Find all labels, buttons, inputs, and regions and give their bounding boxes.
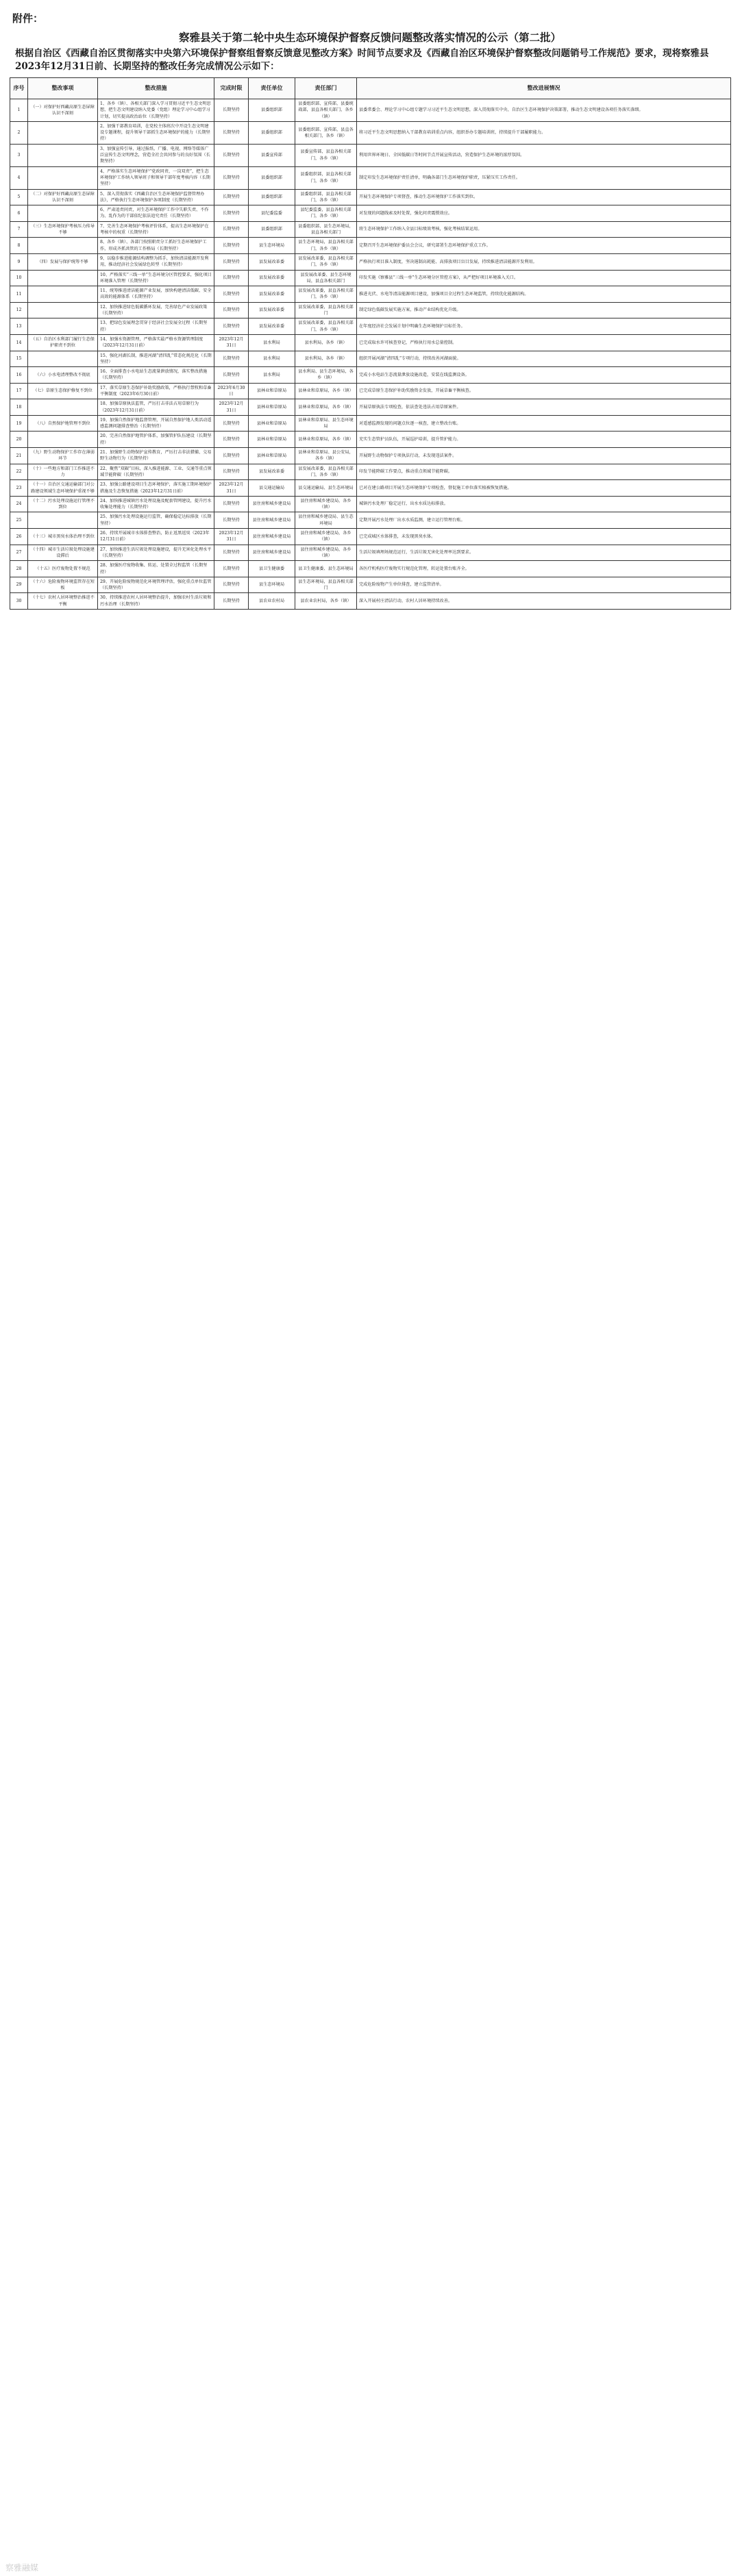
cell-measure: 20、完善自然保护地管护体系，加强管护队伍建设（长期坚持）	[98, 432, 214, 448]
cell-unit: 县水利局	[249, 334, 295, 351]
cell-measure: 6、严肃追责问责，对生态环境保护工作中失职失责、不作为、乱作为的干部依纪依法追究责任（长期坚持）	[98, 205, 214, 222]
cell-measure: 13、把绿色发展理念贯穿于经济社会发展全过程（长期坚持）	[98, 318, 214, 335]
header-progress: 整改进展情况	[357, 78, 731, 99]
cell-unit: 县林业和草原局	[249, 448, 295, 464]
table-row	[10, 205, 731, 222]
table-row	[10, 121, 731, 144]
cell-matter: （四）发展与保护统筹不够	[28, 253, 98, 270]
cell-no: 15	[10, 351, 28, 367]
table-row	[10, 577, 731, 593]
cell-dept: 县委组织部，县直各相关部门，各乡（镇）	[295, 166, 357, 189]
cell-matter	[28, 432, 98, 448]
cell-time: 2023年6月30日	[214, 383, 249, 399]
cell-no: 23	[10, 480, 28, 497]
table-row	[10, 144, 731, 166]
table-row	[10, 189, 731, 205]
cell-time: 长期坚持	[214, 545, 249, 561]
table-row	[10, 270, 731, 286]
cell-progress: 各医疗机构医疗废物实行规范化管理，转运处置台账齐全。	[357, 561, 731, 577]
cell-no: 12	[10, 302, 28, 318]
cell-matter	[28, 286, 98, 303]
cell-progress: 对遥感监测发现的问题点位逐一核查，建立整改台账。	[357, 415, 731, 432]
table-row	[10, 351, 731, 367]
cell-no: 6	[10, 205, 28, 222]
cell-measure: 21、加强野生动物保护宣传教育，严厉打击非法猎捕、交易野生动物行为（长期坚持）	[98, 448, 214, 464]
cell-time: 2023年12月31日	[214, 399, 249, 416]
cell-dept: 县发展改革委，县直各相关部门，各乡（镇）	[295, 253, 357, 270]
cell-progress: 制定绿色低碳发展实施方案，推动产业结构优化升级。	[357, 302, 731, 318]
cell-unit: 县生态环境局	[249, 238, 295, 254]
cell-no: 7	[10, 221, 28, 238]
cell-matter	[28, 121, 98, 144]
cell-measure: 19、加强自然保护地监督管理，开展自然保护地人类活动遥感监测问题排查整治（长期坚持）	[98, 415, 214, 432]
cell-progress: 城镇污水处理厂稳定运行，出水水质达标排放。	[357, 496, 731, 512]
cell-unit: 县委宣传部	[249, 144, 295, 166]
cell-time: 长期坚持	[214, 448, 249, 464]
cell-progress: 定期开展污水处理厂出水水质监测，建立运行管理台账。	[357, 512, 731, 529]
watermark: 察雅融媒	[5, 2563, 39, 2573]
cell-no: 11	[10, 286, 28, 303]
cell-no: 2	[10, 121, 28, 144]
cell-measure: 22、聚焦“双碳”目标，深入推进能源、工业、交通等重点领域节能降碳（长期坚持）	[98, 464, 214, 480]
cell-matter: （八）自然保护地管理不到位	[28, 415, 98, 432]
cell-unit: 县住房和城乡建设局	[249, 496, 295, 512]
cell-matter: （十四）城市生活垃圾处理设施建设滞后	[28, 545, 98, 561]
cell-progress: 推进光伏、水电等清洁能源项目建设，加强项目全过程生态环境监管，持续优化能源结构。	[357, 286, 731, 303]
cell-matter: （二）对保护好西藏高原生态屏障认识不深刻	[28, 189, 98, 205]
cell-dept: 县林业和草原局，各乡（镇）	[295, 383, 357, 399]
cell-time: 长期坚持	[214, 189, 249, 205]
cell-time: 长期坚持	[214, 144, 249, 166]
cell-matter: （六）小水电清理整改不彻底	[28, 367, 98, 384]
table-row	[10, 593, 731, 610]
cell-unit: 县林业和草原局	[249, 383, 295, 399]
cell-dept: 县水利局、县生态环境局，各乡（镇）	[295, 367, 357, 384]
cell-dept: 县林业和草原局、县公安局，各乡（镇）	[295, 448, 357, 464]
cell-time: 2023年12月31日	[214, 480, 249, 497]
header-unit: 责任单位	[249, 78, 295, 99]
cell-time: 长期坚持	[214, 367, 249, 384]
cell-no: 14	[10, 334, 28, 351]
cell-progress: 完成危险废物产生单位排查，建立监管清单。	[357, 577, 731, 593]
cell-progress: 利用世界环境日、全国低碳日等时间节点开展宣传活动，营造保护生态环境的浓厚氛围。	[357, 144, 731, 166]
cell-dept: 县水利局，各乡（镇）	[295, 334, 357, 351]
cell-measure: 8、各乡（镇）、各部门按照职责分工抓好生态环境保护工作，形成齐抓共管的工作格局（长期坚持）	[98, 238, 214, 254]
cell-dept: 县林业和草原局，各乡（镇）	[295, 432, 357, 448]
cell-unit: 县发展改革委	[249, 253, 295, 270]
cell-matter: （五）自治区水利部门履行生态保护职责不到位	[28, 334, 98, 351]
cell-no: 1	[10, 99, 28, 122]
cell-unit: 县住房和城乡建设局	[249, 529, 295, 545]
cell-dept: 县委组织部、县生态环境局，县直各相关部门	[295, 221, 357, 238]
cell-measure: 26、持续开展城市水体排查整治，防止返黑返臭（2023年12月31日前）	[98, 529, 214, 545]
cell-matter: （十一）自治区交通运输部门对公路建设领域生态环境保护重视不够	[28, 480, 98, 497]
cell-dept: 县纪委监委，县直各相关部门，各乡（镇）	[295, 205, 357, 222]
table-row	[10, 334, 731, 351]
cell-progress: 深入开展村庄清洁行动，农村人居环境持续改善。	[357, 593, 731, 610]
cell-dept: 县林业和草原局、县生态环境局	[295, 415, 357, 432]
cell-dept: 县生态环境局，县直各相关部门，各乡（镇）	[295, 238, 357, 254]
cell-matter: （七）草原生态保护修复不到位	[28, 383, 98, 399]
cell-matter	[28, 318, 98, 335]
cell-time: 长期坚持	[214, 205, 249, 222]
cell-progress: 在年度经济社会发展计划中明确生态环境保护目标任务。	[357, 318, 731, 335]
table-row	[10, 221, 731, 238]
cell-dept: 县委宣传部，县直各相关部门，各乡（镇）	[295, 144, 357, 166]
cell-matter: （十六）危险废物环境监管存在短板	[28, 577, 98, 593]
cell-progress: 已对在建公路项目开展生态环境保护专项检查，督促施工单位落实植被恢复措施。	[357, 480, 731, 497]
cell-measure: 27、加快推进生活垃圾处理设施建设，提升无害化处理水平（长期坚持）	[98, 545, 214, 561]
cell-time: 长期坚持	[214, 496, 249, 512]
cell-no: 25	[10, 512, 28, 529]
cell-no: 27	[10, 545, 28, 561]
cell-measure: 28、加强医疗废物收集、转运、处置全过程监管（长期坚持）	[98, 561, 214, 577]
table-row	[10, 545, 731, 561]
cell-no: 4	[10, 166, 28, 189]
cell-no: 29	[10, 577, 28, 593]
cell-no: 30	[10, 593, 28, 610]
cell-matter: （十七）农村人居环境整治推进不平衡	[28, 593, 98, 610]
cell-matter	[28, 399, 98, 416]
cell-time: 长期坚持	[214, 99, 249, 122]
cell-measure: 7、完善生态环境保护考核评价体系，提高生态环境保护在考核中的权重（长期坚持）	[98, 221, 214, 238]
table-row	[10, 529, 731, 545]
cell-time: 长期坚持	[214, 351, 249, 367]
cell-measure: 4、严格落实生态环境保护“党政同责、一岗双责”，把生态环境保护工作纳入领导班子和领导干部年度考核内容（长期坚持）	[98, 166, 214, 189]
cell-unit: 县委组织部	[249, 189, 295, 205]
cell-measure: 3、加强宣传引导，通过报纸、广播、电视、网络等媒体广泛宣传生态文明理念，营造全社会共同参与的良好氛围（长期坚持）	[98, 144, 214, 166]
cell-time: 长期坚持	[214, 121, 249, 144]
cell-unit: 县发展改革委	[249, 464, 295, 480]
cell-unit: 县纪委监委	[249, 205, 295, 222]
table-row	[10, 367, 731, 384]
cell-dept: 县发展改革委，县直各相关部门，各乡（镇）	[295, 318, 357, 335]
cell-matter: （十五）医疗废物处置不规范	[28, 561, 98, 577]
cell-no: 10	[10, 270, 28, 286]
cell-time: 长期坚持	[214, 432, 249, 448]
table-row	[10, 561, 731, 577]
cell-matter	[28, 144, 98, 166]
cell-matter: （三）生态环境保护考核压力传导不够	[28, 221, 98, 238]
cell-progress: 制定印发生态环境保护责任清单，明确各部门生态环境保护职责，压紧压实工作责任。	[357, 166, 731, 189]
cell-time: 长期坚持	[214, 512, 249, 529]
cell-time: 长期坚持	[214, 166, 249, 189]
cell-progress: 完成小水电站生态流量泄放设施改造，安装在线监测设备。	[357, 367, 731, 384]
cell-dept: 县住房和城乡建设局、县生态环境局	[295, 512, 357, 529]
header-matter: 整改事项	[28, 78, 98, 99]
cell-progress: 县委常委会、理论学习中心组专题学习习近平生态文明思想，深入贯彻落实中央、自治区生态环境保护决策部署，推动生态文明建设各项任务落实落细。	[357, 99, 731, 122]
cell-time: 长期坚持	[214, 577, 249, 593]
table-row	[10, 238, 731, 254]
cell-dept: 县农业农村局，各乡（镇）	[295, 593, 357, 610]
cell-unit: 县发展改革委	[249, 318, 295, 335]
cell-unit: 县委组织部	[249, 221, 295, 238]
cell-progress: 定期召开生态环境保护委员会会议，研究部署生态环境保护重点工作。	[357, 238, 731, 254]
cell-no: 13	[10, 318, 28, 335]
cell-measure: 15、强化河湖长制，推进河湖“清四乱”常态化规范化（长期坚持）	[98, 351, 214, 367]
cell-matter	[28, 166, 98, 189]
cell-progress: 组织开展河湖“清四乱”专项行动，持续改善河湖面貌。	[357, 351, 731, 367]
table-row	[10, 166, 731, 189]
table-body	[10, 99, 731, 610]
cell-unit: 县发展改革委	[249, 286, 295, 303]
cell-dept: 县发展改革委，县直各相关部门，各乡（镇）	[295, 286, 357, 303]
document-subtitle: 根据自治区《西藏自治区贯彻落实中央第六环境保护督察组督察反馈意见整改方案》时间节点要求及《西藏自治区环境保护督察整改问题销号工作规范》要求，现将察雅县2023年12月31日前、长期坚持的整改任务完成情况公示如下：	[15, 48, 709, 72]
cell-measure: 11、统筹推进清洁能源产业发展，加快构建清洁低碳、安全高效的能源体系（长期坚持）	[98, 286, 214, 303]
cell-unit: 县发展改革委	[249, 302, 295, 318]
cell-unit: 县委组织部	[249, 99, 295, 122]
cell-unit: 县生态环境局	[249, 577, 295, 593]
cell-no: 9	[10, 253, 28, 270]
cell-progress: 已完成取水许可核查登记，严格执行用水总量控制。	[357, 334, 731, 351]
cell-matter	[28, 302, 98, 318]
cell-no: 17	[10, 383, 28, 399]
cell-matter: （一）对保护好西藏高原生态屏障认识不深刻	[28, 99, 98, 122]
cell-unit: 县林业和草原局	[249, 415, 295, 432]
header-dept: 责任部门	[295, 78, 357, 99]
cell-no: 3	[10, 144, 28, 166]
cell-matter	[28, 238, 98, 254]
table-row	[10, 415, 731, 432]
header-measure: 整改措施	[98, 78, 214, 99]
table-row	[10, 432, 731, 448]
cell-dept: 县卫生健康委、县生态环境局	[295, 561, 357, 577]
cell-measure: 18、加强草原执法监管，严厉打击非法占用草原行为（2023年12月31日前）	[98, 399, 214, 416]
cell-dept: 县委组织部，县直各相关部门，各乡（镇）	[295, 189, 357, 205]
cell-no: 16	[10, 367, 28, 384]
cell-unit: 县林业和草原局	[249, 432, 295, 448]
cell-no: 21	[10, 448, 28, 464]
cell-dept: 县住房和城乡建设局，各乡（镇）	[295, 496, 357, 512]
cell-unit: 县交通运输局	[249, 480, 295, 497]
cell-no: 18	[10, 399, 28, 416]
cell-dept: 县发展改革委、县生态环境局，县直各相关部门	[295, 270, 357, 286]
table-row	[10, 253, 731, 270]
table-row	[10, 383, 731, 399]
cell-matter	[28, 351, 98, 367]
cell-time: 长期坚持	[214, 415, 249, 432]
cell-dept: 县住房和城乡建设局，各乡（镇）	[295, 545, 357, 561]
cell-progress: 充实生态管护员队伍，开展巡护培训，提升管护能力。	[357, 432, 731, 448]
cell-matter: （九）野生动物保护工作存在薄弱环节	[28, 448, 98, 464]
attachment-label: 附件：	[12, 12, 44, 25]
cell-no: 19	[10, 415, 28, 432]
cell-unit: 县住房和城乡建设局	[249, 512, 295, 529]
rectification-table	[10, 77, 731, 610]
cell-time: 长期坚持	[214, 593, 249, 610]
table-row	[10, 480, 731, 497]
cell-time: 长期坚持	[214, 318, 249, 335]
cell-no: 20	[10, 432, 28, 448]
cell-progress: 已完成草原生态保护补助奖励资金发放，开展草畜平衡核查。	[357, 383, 731, 399]
cell-time: 长期坚持	[214, 286, 249, 303]
cell-dept: 县交通运输局、县生态环境局	[295, 480, 357, 497]
cell-dept: 县发展改革委，县直各相关部门	[295, 302, 357, 318]
cell-measure: 30、持续推进农村人居环境整治提升，加强农村生活垃圾和污水治理（长期坚持）	[98, 593, 214, 610]
header-no: 序号	[10, 78, 28, 99]
cell-measure: 24、加快推进城镇污水处理设施及配套管网建设，提升污水收集处理能力（长期坚持）	[98, 496, 214, 512]
cell-time: 长期坚持	[214, 221, 249, 238]
cell-no: 24	[10, 496, 28, 512]
table-row	[10, 448, 731, 464]
cell-measure: 29、开展危险废物规范化环境管理评估，强化重点单位监管（长期坚持）	[98, 577, 214, 593]
cell-time: 长期坚持	[214, 253, 249, 270]
cell-progress: 开展野生动物保护专项执法行动，未发现违法案件。	[357, 448, 731, 464]
table-row	[10, 399, 731, 416]
cell-unit: 县水利局	[249, 367, 295, 384]
cell-progress: 将习近平生态文明思想纳入干部教育培训重点内容，组织举办专题培训班，持续提升干部履职能力。	[357, 121, 731, 144]
cell-dept: 县发展改革委，县直各相关部门，各乡（镇）	[295, 464, 357, 480]
cell-no: 8	[10, 238, 28, 254]
cell-unit: 县农业农村局	[249, 593, 295, 610]
cell-progress: 开展生态环境保护专项督查，推动生态环境保护工作落实到位。	[357, 189, 731, 205]
cell-unit: 县住房和城乡建设局	[249, 545, 295, 561]
cell-measure: 16、全面排查小水电站生态流量泄放情况，落实整改措施（长期坚持）	[98, 367, 214, 384]
cell-matter	[28, 205, 98, 222]
cell-unit: 县发展改革委	[249, 270, 295, 286]
cell-dept: 县生态环境局，县直各相关部门	[295, 577, 357, 593]
table-row	[10, 512, 731, 529]
cell-dept: 县林业和草原局，各乡（镇）	[295, 399, 357, 416]
cell-dept: 县委组织部、宣传部，县委统战部，县直各相关部门，各乡（镇）	[295, 99, 357, 122]
cell-measure: 25、加强污水处理设施运行监管，确保稳定达标排放（长期坚持）	[98, 512, 214, 529]
cell-unit: 县委组织部	[249, 121, 295, 144]
cell-time: 长期坚持	[214, 238, 249, 254]
cell-unit: 县卫生健康委	[249, 561, 295, 577]
table-header-row	[10, 78, 731, 99]
cell-progress: 对发现的问题线索及时处置，强化问责震慑效应。	[357, 205, 731, 222]
cell-time: 长期坚持	[214, 464, 249, 480]
cell-unit: 县水利局	[249, 351, 295, 367]
cell-time: 2023年12月31日	[214, 529, 249, 545]
cell-time: 2023年12月31日	[214, 334, 249, 351]
cell-time: 长期坚持	[214, 302, 249, 318]
cell-measure: 1、各乡（镇）、各相关部门深入学习贯彻习近平生态文明思想，把生态文明建设纳入党委（党组）理论学习中心组学习计划，切实提高政治站位（长期坚持）	[98, 99, 214, 122]
cell-no: 22	[10, 464, 28, 480]
cell-measure: 10、严格落实“三线一单”生态环境分区管控要求，强化项目环境准入管理（长期坚持）	[98, 270, 214, 286]
cell-unit: 县委组织部	[249, 166, 295, 189]
cell-unit: 县林业和草原局	[249, 399, 295, 416]
cell-time: 长期坚持	[214, 561, 249, 577]
cell-dept: 县水利局，各乡（镇）	[295, 351, 357, 367]
cell-measure: 23、加强公路建设项目生态环境保护，落实施工期环境保护措施及生态恢复措施（2023年12月31日前）	[98, 480, 214, 497]
cell-progress: 开展草原执法专项检查，依法查处违法占用草原案件。	[357, 399, 731, 416]
cell-progress: 已完成城区水体排查，未发现黑臭水体。	[357, 529, 731, 545]
table-row	[10, 302, 731, 318]
cell-measure: 5、深入贯彻落实《西藏自治区生态环境保护监督管理办法》，严格执行生态环境保护各项制度（长期坚持）	[98, 189, 214, 205]
cell-matter	[28, 512, 98, 529]
cell-no: 26	[10, 529, 28, 545]
document-title: 察雅县关于第二轮中央生态环境保护督察反馈问题整改落实情况的公示（第二批）	[178, 31, 561, 44]
cell-dept: 县住房和城乡建设局，各乡（镇）	[295, 529, 357, 545]
cell-matter: （十三）城市黑臭水体治理不到位	[28, 529, 98, 545]
cell-measure: 17、落实草原生态保护补助奖励政策，严格执行禁牧和草畜平衡制度（2023年6月30日前）	[98, 383, 214, 399]
table-row	[10, 464, 731, 480]
cell-matter: （十）一些地方和部门工作推进不力	[28, 464, 98, 480]
cell-matter	[28, 270, 98, 286]
cell-progress: 印发节能降碳工作要点，推动重点领域节能降碳。	[357, 464, 731, 480]
table-row	[10, 318, 731, 335]
header-time: 完成时限	[214, 78, 249, 99]
cell-progress: 将生态环境保护工作纳入全县目标绩效考核，强化考核结果运用。	[357, 221, 731, 238]
cell-measure: 14、加强水资源管理，严格落实最严格水资源管理制度（2023年12月31日前）	[98, 334, 214, 351]
cell-progress: 生活垃圾填埋场规范运行，生活垃圾无害化处理率达到要求。	[357, 545, 731, 561]
table-row	[10, 286, 731, 303]
cell-progress: 印发实施《察雅县“三线一单”生态环境分区管控方案》，从严把好项目环境准入关口。	[357, 270, 731, 286]
cell-measure: 9、以稳步推进能源结构调整为抓手，加快清洁能源开发利用，推动经济社会发展绿色转型（长期坚持）	[98, 253, 214, 270]
cell-dept: 县委组织部、宣传部，县直各相关部门，各乡（镇）	[295, 121, 357, 144]
table-row	[10, 496, 731, 512]
cell-time: 长期坚持	[214, 270, 249, 286]
cell-no: 28	[10, 561, 28, 577]
cell-matter: （十二）污水处理设施运行管理不到位	[28, 496, 98, 512]
cell-progress: 严格执行项目准入制度，坚决遏制高耗能、高排放项目盲目发展，持续推进清洁能源开发利用。	[357, 253, 731, 270]
cell-measure: 2、加强干部教育培训，在党校主体班次中开设生态文明建设专题课程，提升领导干部抓生态环境保护的能力（长期坚持）	[98, 121, 214, 144]
table-row	[10, 99, 731, 122]
cell-measure: 12、加快推进绿色低碳循环发展，完善绿色产业发展政策（长期坚持）	[98, 302, 214, 318]
cell-no: 5	[10, 189, 28, 205]
